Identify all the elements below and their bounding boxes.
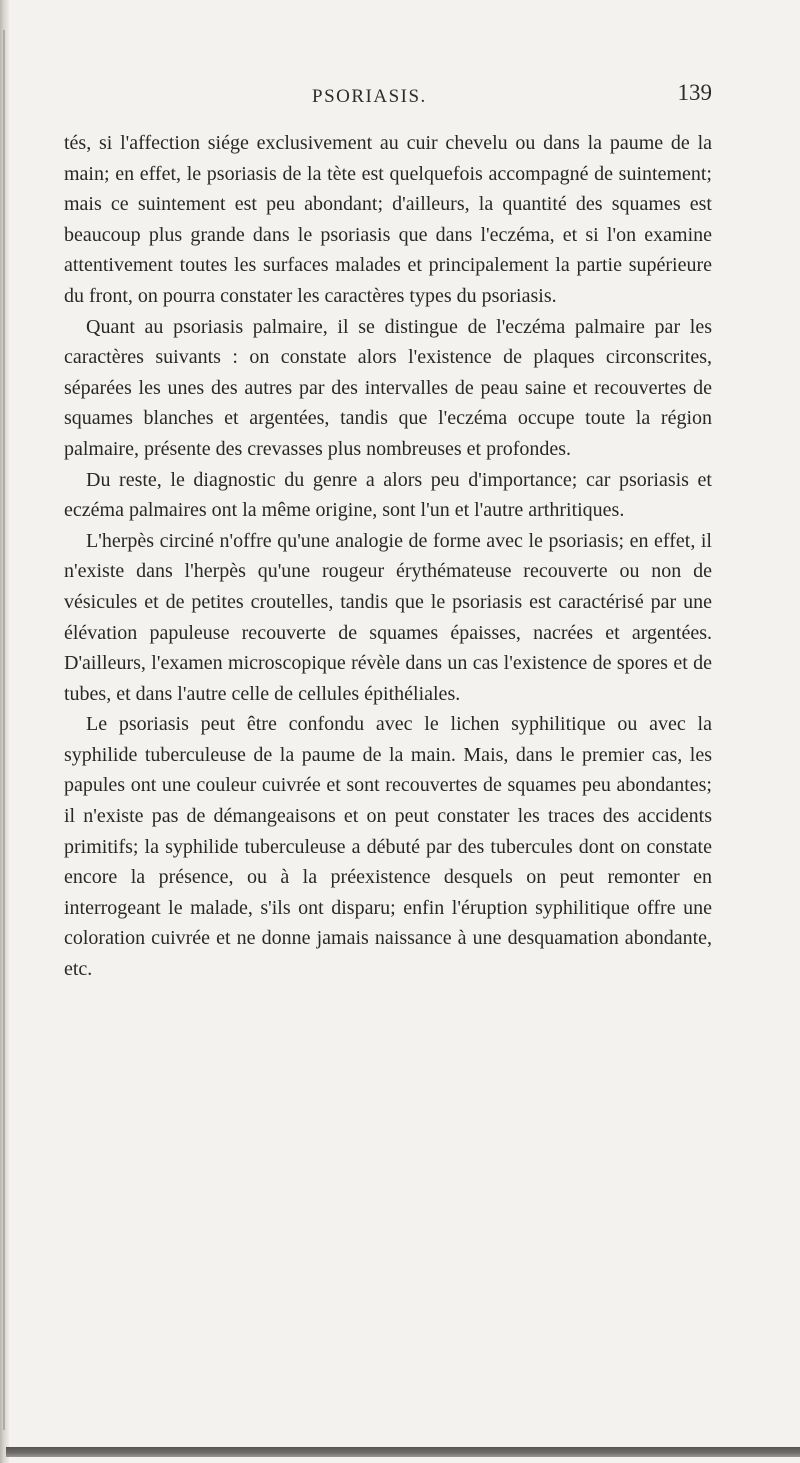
paragraph-psoriasis-palmaire: Quant au psoriasis palmaire, il se distingue de l'eczéma palmaire par les caractères suivants : on constate alors l'existence de plaques circonscrites, séparées les unes des autres par des intervalles de peau saine et recouvertes de squames blanches et argentées, tandis que l'eczéma occupe toute la région palmaire, présente des crevasses plus nombreuses et profondes.	[64, 315, 712, 460]
body-text	[64, 128, 712, 985]
page-number: 139	[677, 80, 712, 105]
paragraph-lichen-syphilitique: Le psoriasis peut être confondu avec le lichen syphilitique ou avec la syphilide tuberculeuse de la paume de la main. Mais, dans le premier cas, les papules ont une couleur cuivrée et sont recouvertes de squames peu abondantes; il n'existe pas de démangeaisons et on peut constater les traces des accidents primitifs; la syphilide tuberculeuse a débuté par des tubercules dont on constate encore la présence, ou à la préexistence desquels on peut remonter en interrogeant le malade, s'ils ont disparu; enfin l'éruption syphilitique offre une coloration cuivrée et ne donne jamais naissance à une desquamation abondante, etc.	[64, 713, 712, 981]
paragraph-herpes-circine: L'herpès circiné n'offre qu'une analogie de forme avec le psoriasis; en effet, il n'existe dans l'herpès qu'une rougeur érythémateuse recouverte ou non de vésicules et de petites croutelles, tandis que le psoriasis est caractérisé par une élévation papuleuse recouverte de squames épaisses, nacrées et argentées. D'ailleurs, l'examen microscopique révèle dans un cas l'existence de spores et de tubes, et dans l'autre celle de cellules épithéliales.	[64, 529, 712, 705]
page-bottom-edge	[6, 1447, 800, 1457]
paragraph-continuation: tés, si l'affection siége exclusivement au cuir chevelu ou dans la paume de la main; en effet, le psoriasis de la tète est quelquefois accompagné de suintement; mais ce suintement est peu abondant; d'ailleurs, la quantité des squames est beaucoup plus grande dans le psoriasis que dans l'eczéma, et si l'on examine attentivement toutes les surfaces malades et principalement la partie supérieure du front, on pourra constater les caractères types du psoriasis.	[64, 132, 712, 307]
page-binding-edge	[3, 30, 5, 1430]
page-header	[64, 80, 712, 116]
running-head: PSORIASIS.	[312, 86, 427, 107]
paragraph-diagnostic: Du reste, le diagnostic du genre a alors peu d'importance; car psoriasis et eczéma palmaires ont la même origine, sont l'un et l'autre arthritiques.	[64, 468, 712, 522]
